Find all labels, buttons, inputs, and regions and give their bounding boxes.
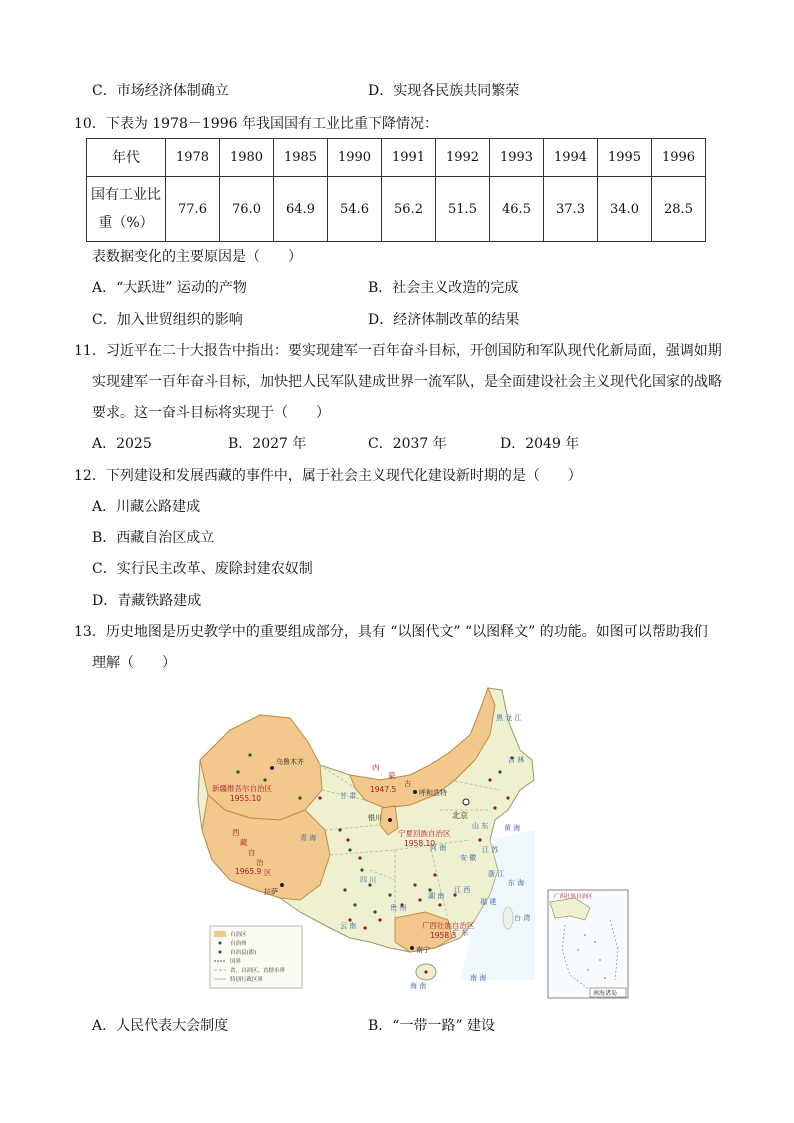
table-cell-value: 54.6 bbox=[328, 177, 382, 242]
table-cell-year: 1994 bbox=[544, 139, 598, 177]
q12-stem: 12．下列建设和发展西藏的事件中，属于社会主义现代化建设新时期的是（ ） bbox=[74, 468, 582, 484]
hunan-label: 湖 南 bbox=[428, 892, 445, 900]
q11-option-b: B．2027 年 bbox=[228, 436, 307, 452]
ningxia-label: 宁夏回族自治区 bbox=[398, 829, 451, 838]
qinghai-label: 青 海 bbox=[300, 834, 317, 842]
inner-mongolia-label-2: 蒙 bbox=[388, 771, 396, 780]
table-cell-year: 1996 bbox=[652, 139, 706, 177]
guangdong-label: 广 东 bbox=[452, 929, 469, 937]
table-header-share bbox=[87, 177, 166, 242]
heilongjiang-label: 黑 龙 江 bbox=[496, 714, 522, 722]
inner-mongolia-date: 1947.5 bbox=[370, 785, 397, 794]
table-cell-value: 51.5 bbox=[436, 177, 490, 242]
lhasa-label: 拉萨 bbox=[264, 888, 278, 896]
q10-option-c: C．加入世贸组织的影响 bbox=[92, 312, 243, 328]
guangxi-date: 1958.3 bbox=[430, 931, 457, 940]
tibet-date: 1965.9 bbox=[235, 867, 262, 876]
capital-lhasa-marker bbox=[280, 883, 284, 887]
capital-urumqi-marker bbox=[270, 766, 274, 770]
inner-mongolia-label-3: 古 bbox=[404, 779, 412, 788]
table-row-years bbox=[87, 139, 706, 177]
tibet-label-4: 治 bbox=[256, 858, 264, 867]
table-cell-year: 1993 bbox=[490, 139, 544, 177]
jilin-label: 吉 林 bbox=[508, 756, 525, 764]
nanning-label: 南宁 bbox=[416, 946, 430, 954]
table-header-share-line1: 国有工业比 bbox=[91, 187, 161, 203]
tibet-label-2: 藏 bbox=[240, 838, 248, 847]
table-cell-year: 1992 bbox=[436, 139, 490, 177]
yunnan-label: 云 南 bbox=[340, 922, 357, 930]
q13-stem-line2: 理解（ ） bbox=[92, 655, 176, 671]
capital-yinchuan-marker bbox=[388, 818, 392, 822]
table-cell-value: 34.0 bbox=[598, 177, 652, 242]
q11-stem-line2: 实现建军一百年奋斗目标，加快把人民军队建成世界一流军队，是全面建设社会主义现代化国家的战略 bbox=[92, 374, 722, 390]
gansu-label: 甘 肃 bbox=[340, 792, 357, 800]
table-header-share-line2: 重（%） bbox=[98, 215, 154, 231]
table-cell-year: 1991 bbox=[382, 139, 436, 177]
shandong-label: 山 东 bbox=[472, 822, 489, 830]
east-sea-label: 东 海 bbox=[508, 879, 525, 887]
capital-nanning-marker bbox=[410, 946, 414, 950]
q13-stem-line1: 13．历史地图是历史教学中的重要组成部分，具有 “以图代文” “以图释文” 的功能。如图可以帮助我们 bbox=[74, 624, 708, 640]
inner-mongolia-label-1: 内 bbox=[372, 763, 380, 772]
jiangxi-label: 江 西 bbox=[454, 886, 471, 894]
table-cell-value: 46.5 bbox=[490, 177, 544, 242]
q10-stem: 10．下表为 1978－1996 年我国国有工业比重下降情况： bbox=[74, 116, 438, 132]
tibet-label-5: 区 bbox=[264, 868, 272, 877]
table-cell-value: 37.3 bbox=[544, 177, 598, 242]
tibet-label-3: 自 bbox=[248, 848, 256, 857]
ningxia-date: 1958.10 bbox=[404, 839, 436, 848]
table-cell-year: 1980 bbox=[220, 139, 274, 177]
legend-item-prefecture: 自治州 bbox=[230, 941, 247, 947]
table-row-values bbox=[87, 177, 706, 242]
capital-hohhot-marker bbox=[413, 790, 417, 794]
q12-option-c: C．实行民主改革、废除封建农奴制 bbox=[92, 561, 313, 577]
q11-option-a: A．2025 bbox=[92, 436, 152, 452]
zhejiang-label: 浙 江 bbox=[488, 870, 505, 878]
q11-stem-line3: 要求。这一奋斗目标将实现于（ ） bbox=[92, 405, 330, 421]
capital-beijing-marker bbox=[463, 799, 469, 805]
fujian-label: 福 建 bbox=[480, 898, 497, 906]
q12-option-b: B．西藏自治区成立 bbox=[92, 530, 215, 546]
legend-swatch-county bbox=[219, 951, 222, 954]
sichuan-label: 四 川 bbox=[360, 876, 377, 884]
inset-label: 南海诸岛 bbox=[593, 990, 618, 997]
anhui-label: 安 徽 bbox=[460, 854, 477, 862]
table-cell-value: 76.0 bbox=[220, 177, 274, 242]
q10-question: 表数据变化的主要原因是（ ） bbox=[92, 249, 302, 265]
xinjiang-label: 新疆维吾尔自治区 bbox=[212, 784, 272, 793]
table-cell-year: 1985 bbox=[274, 139, 328, 177]
hohhot-label: 呼和浩特 bbox=[419, 789, 447, 797]
tibet-label-1: 西 bbox=[232, 828, 240, 837]
beijing-label: 北京 bbox=[452, 811, 468, 820]
urumqi-label: 乌鲁木齐 bbox=[276, 758, 304, 766]
legend-item-county: 自治县(旗) bbox=[230, 950, 257, 956]
henan-label: 河 南 bbox=[430, 844, 447, 852]
legend-swatch-region bbox=[214, 931, 226, 937]
guangxi-label: 广西壮族自治区 bbox=[422, 921, 475, 930]
jiangsu-label: 江 苏 bbox=[482, 846, 499, 854]
legend-item-province: 省、自治区、直辖市界 bbox=[230, 968, 286, 974]
q10-data-table bbox=[86, 138, 706, 242]
q11-option-c: C．2037 年 bbox=[368, 436, 447, 452]
legend-swatch-prefecture bbox=[219, 942, 222, 945]
south-china-sea-inset bbox=[548, 890, 628, 998]
table-cell-value: 77.6 bbox=[166, 177, 220, 242]
table-cell-year: 1995 bbox=[598, 139, 652, 177]
q9-option-d: D．实现各民族共同繁荣 bbox=[368, 83, 520, 99]
south-sea-label: 南 海 bbox=[470, 974, 487, 982]
table-cell-year: 1990 bbox=[328, 139, 382, 177]
q10-option-b: B．社会主义改造的完成 bbox=[368, 280, 519, 296]
q11-stem-line1: 11．习近平在二十大报告中指出：要实现建军一百年奋斗目标，开创国防和军队现代化新局面，强调如期 bbox=[74, 343, 722, 359]
inset-title: 广西壮族自治区 bbox=[554, 894, 593, 900]
q12-option-a: A．川藏公路建成 bbox=[92, 499, 201, 515]
q10-option-a: A．“大跃进” 运动的产物 bbox=[92, 280, 247, 296]
legend-item-region: 自治区 bbox=[230, 932, 247, 938]
q10-option-d: D．经济体制改革的结果 bbox=[368, 312, 520, 328]
q13-option-a: A．人民代表大会制度 bbox=[92, 1018, 229, 1034]
xinjiang-date: 1955.10 bbox=[230, 794, 262, 803]
table-cell-value: 56.2 bbox=[382, 177, 436, 242]
hainan-label: 海 南 bbox=[410, 982, 427, 990]
table-cell-year: 1978 bbox=[166, 139, 220, 177]
q11-option-d: D．2049 年 bbox=[500, 436, 580, 452]
table-cell-value: 64.9 bbox=[274, 177, 328, 242]
map-legend bbox=[210, 926, 302, 988]
q12-option-d: D．青藏铁路建成 bbox=[92, 593, 202, 609]
yellow-sea-label: 黄 海 bbox=[504, 824, 521, 832]
taiwan-label: 台 湾 bbox=[514, 914, 531, 922]
guizhou-label: 贵 州 bbox=[390, 904, 407, 912]
yinchuan-label: 银川 bbox=[368, 814, 382, 822]
table-header-year: 年代 bbox=[87, 139, 166, 177]
china-autonomous-regions-map bbox=[190, 680, 635, 1002]
legend-item-border: 国界 bbox=[230, 959, 242, 965]
legend-item-sar: 特别行政区界 bbox=[230, 977, 264, 983]
q9-option-c: C．市场经济体制确立 bbox=[92, 83, 229, 99]
table-cell-value: 28.5 bbox=[652, 177, 706, 242]
q13-option-b: B．“一带一路” 建设 bbox=[368, 1018, 496, 1034]
